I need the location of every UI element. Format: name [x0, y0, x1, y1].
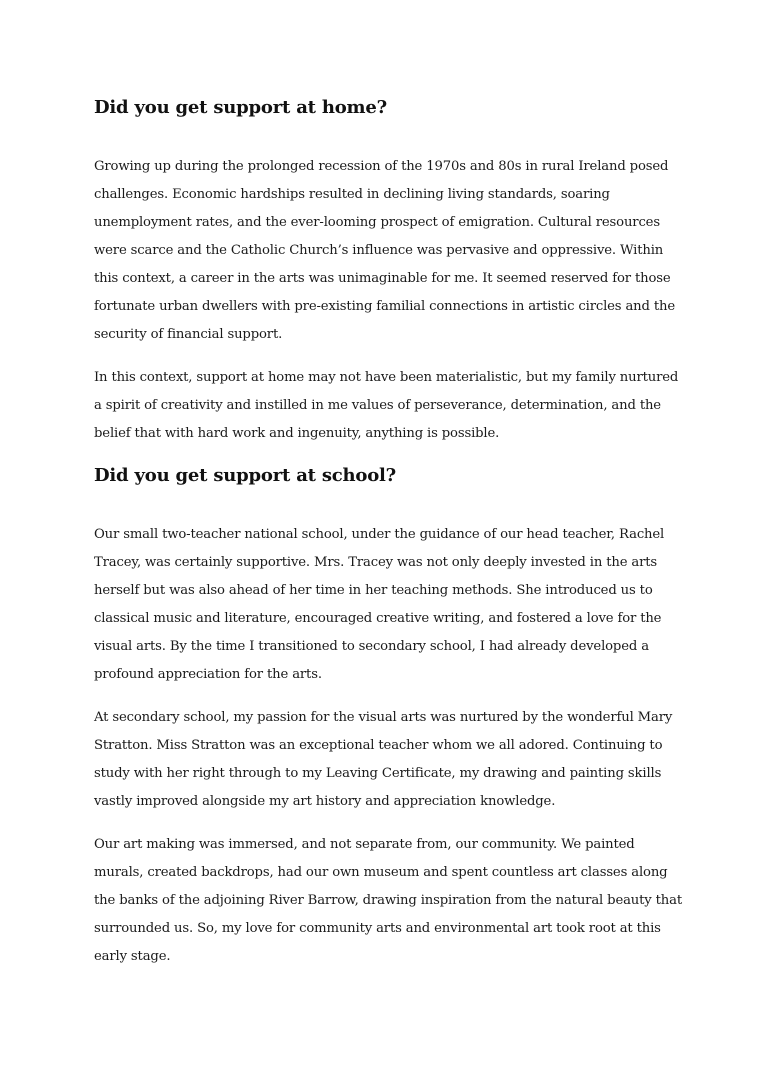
paragraph-school-secondary: At secondary school, my passion for the visual arts was nurtured by the wonderful Mary Stratton. Miss Stratton was an exceptional teacher whom we all adored. Continuing to study with her right through to my Leaving Certificate, my drawing and painting skills vastly improved alongside my art history and appreciation knowledge.: [94, 710, 673, 809]
document-body: [94, 96, 684, 971]
paragraph-home-recession: Growing up during the prolonged recession of the 1970s and 80s in rural Ireland posed challenges. Economic hardships resulted in declining living standards, soaring unemployment rates, and the ever-looming prospect of emigration. Cultural resources were scarce and the Catholic Church’s influence was pervasive and oppressive. Within this context, a career in the arts was unimaginable for me. It seemed reserved for those fortunate urban dwellers with pre-existing familial connections in artistic circles and the security of financial support.: [94, 159, 676, 342]
paragraph-school-community: Our art making was immersed, and not separate from, our community. We painted murals, created backdrops, had our own museum and spent countless art classes along the banks of the adjoining River Barrow, drawing inspiration from the natural beauty that surrounded us. So, my love for community arts and environmental art took root at this early stage.: [94, 837, 683, 964]
paragraph-school-national: Our small two-teacher national school, under the guidance of our head teacher, Rachel Tracey, was certainly supportive. Mrs. Tracey was not only deeply invested in the arts herself but was also ahead of her time in her teaching methods. She introduced us to classical music and literature, encouraged creative writing, and fostered a love for the visual arts. By the time I transitioned to secondary school, I had already developed a profound appreciation for the arts.: [94, 527, 665, 682]
paragraph-home-family: In this context, support at home may not have been materialistic, but my family nurtured a spirit of creativity and instilled in me values of perseverance, determination, and the belief that with hard work and ingenuity, anything is possible.: [94, 370, 679, 441]
section-heading-school-support: Did you get support at school?: [94, 465, 397, 486]
section-heading-home-support: Did you get support at home?: [94, 97, 387, 118]
